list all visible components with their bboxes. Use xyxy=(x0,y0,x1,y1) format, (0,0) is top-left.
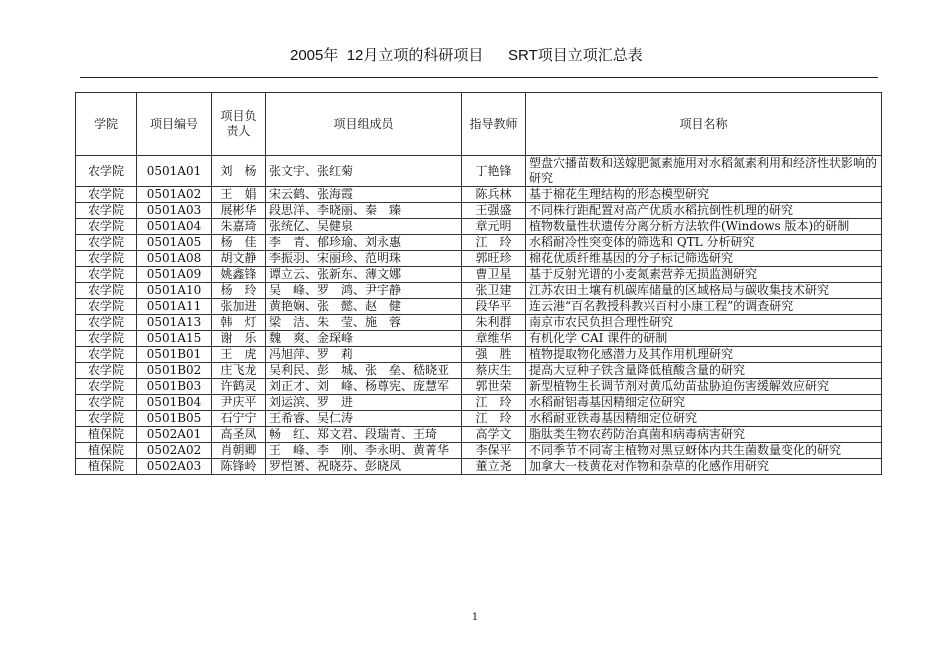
col-header-leader: 项目负责人 xyxy=(212,93,266,156)
cell-dept: 农学院 xyxy=(76,267,137,283)
cell-leader: 杨 佳 xyxy=(212,235,266,251)
table-row xyxy=(76,283,882,299)
cell-leader: 尹庆平 xyxy=(212,395,266,411)
cell-title: 水稻耐冷性突变体的筛选和 QTL 分析研究 xyxy=(526,235,882,251)
cell-members: 刘运滨、罗 进 xyxy=(266,395,462,411)
cell-advisor: 江 玲 xyxy=(462,395,526,411)
table-row xyxy=(76,187,882,203)
col-header-members: 项目组成员 xyxy=(266,93,462,156)
cell-title: 南京市农民负担合理性研究 xyxy=(526,315,882,331)
cell-leader: 谢 乐 xyxy=(212,331,266,347)
cell-leader: 姚鑫锋 xyxy=(212,267,266,283)
cell-advisor: 陈兵林 xyxy=(462,187,526,203)
cell-dept: 农学院 xyxy=(76,331,137,347)
cell-code: 0501A04 xyxy=(137,219,212,235)
cell-leader: 张加进 xyxy=(212,299,266,315)
project-table xyxy=(75,92,882,475)
cell-advisor: 曹卫星 xyxy=(462,267,526,283)
cell-advisor: 丁艳锋 xyxy=(462,156,526,187)
table-row xyxy=(76,299,882,315)
cell-leader: 高圣凤 xyxy=(212,427,266,443)
cell-advisor: 张卫建 xyxy=(462,283,526,299)
cell-advisor: 章元明 xyxy=(462,219,526,235)
cell-dept: 农学院 xyxy=(76,395,137,411)
cell-advisor: 朱利群 xyxy=(462,315,526,331)
cell-advisor: 强 胜 xyxy=(462,347,526,363)
cell-title: 水稻耐铝毒基因精细定位研究 xyxy=(526,395,882,411)
cell-dept: 植保院 xyxy=(76,443,137,459)
cell-leader: 肖朝卿 xyxy=(212,443,266,459)
cell-dept: 植保院 xyxy=(76,427,137,443)
cell-advisor: 郭旺珍 xyxy=(462,251,526,267)
cell-members: 冯旭萍、罗 莉 xyxy=(266,347,462,363)
cell-leader: 陈锋岭 xyxy=(212,459,266,475)
table-row xyxy=(76,443,882,459)
cell-members: 李 青、郁珍瑜、刘永惠 xyxy=(266,235,462,251)
cell-code: 0501B05 xyxy=(137,411,212,427)
cell-advisor: 高学文 xyxy=(462,427,526,443)
cell-members: 张统亿、吴健泉 xyxy=(266,219,462,235)
cell-leader: 王 娟 xyxy=(212,187,266,203)
col-header-advisor: 指导教师 xyxy=(462,93,526,156)
table-header-row xyxy=(76,93,882,156)
cell-leader: 胡文静 xyxy=(212,251,266,267)
cell-dept: 农学院 xyxy=(76,187,137,203)
cell-advisor: 江 玲 xyxy=(462,235,526,251)
cell-members: 刘正才、刘 峰、杨尊宪、庞慧军 xyxy=(266,379,462,395)
table-row xyxy=(76,267,882,283)
cell-leader: 韩 灯 xyxy=(212,315,266,331)
cell-title: 提高大豆种子铁含量降低植酸含量的研究 xyxy=(526,363,882,379)
cell-code: 0502A03 xyxy=(137,459,212,475)
table-row xyxy=(76,203,882,219)
cell-code: 0501A03 xyxy=(137,203,212,219)
page-number: 1 xyxy=(471,612,479,623)
cell-title: 不同株行距配置对高产优质水稻抗倒性机理的研究 xyxy=(526,203,882,219)
cell-dept: 农学院 xyxy=(76,299,137,315)
cell-members: 吴 峰、罗 鸿、尹宇静 xyxy=(266,283,462,299)
cell-code: 0501B03 xyxy=(137,379,212,395)
page-header xyxy=(0,44,950,66)
cell-leader: 许鹤灵 xyxy=(212,379,266,395)
cell-title: 水稻耐亚铁毒基因精细定位研究 xyxy=(526,411,882,427)
cell-advisor: 段华平 xyxy=(462,299,526,315)
cell-title: 植物提取物化感潜力及其作用机理研究 xyxy=(526,347,882,363)
cell-title: 新型植物生长调节剂对黄瓜幼苗盐胁迫伤害缓解效应研究 xyxy=(526,379,882,395)
cell-leader: 展彬华 xyxy=(212,203,266,219)
table-row xyxy=(76,251,882,267)
cell-leader: 王 虎 xyxy=(212,347,266,363)
table-body xyxy=(76,156,882,475)
col-header-dept: 学院 xyxy=(76,93,137,156)
header-title-right: SRT项目立项汇总表 xyxy=(508,47,643,64)
cell-members: 吴利民、彭 城、张 垒、嵇晓亚 xyxy=(266,363,462,379)
cell-members: 畅 红、郑文君、段瑞青、王琦 xyxy=(266,427,462,443)
cell-title: 基于反射光谱的小麦氮素营养无损监测研究 xyxy=(526,267,882,283)
cell-advisor: 李保平 xyxy=(462,443,526,459)
table-row xyxy=(76,427,882,443)
cell-code: 0501A15 xyxy=(137,331,212,347)
cell-leader: 石宁宁 xyxy=(212,411,266,427)
cell-title: 塑盘穴播苗数和送嫁肥氮素施用对水稻氮素利用和经济性状影响的研究 xyxy=(526,156,882,187)
header-title-left: 2005年 12月立项的科研项目 xyxy=(290,47,484,64)
cell-code: 0501A08 xyxy=(137,251,212,267)
cell-title: 有机化学 CAI 课件的研制 xyxy=(526,331,882,347)
cell-dept: 植保院 xyxy=(76,459,137,475)
cell-advisor: 王强盛 xyxy=(462,203,526,219)
cell-title: 江苏农田土壤有机碳库储量的区域格局与碳收集技术研究 xyxy=(526,283,882,299)
cell-dept: 农学院 xyxy=(76,411,137,427)
table-row xyxy=(76,156,882,187)
cell-members: 魏 爽、金琛峰 xyxy=(266,331,462,347)
cell-leader: 庄飞龙 xyxy=(212,363,266,379)
cell-code: 0501A09 xyxy=(137,267,212,283)
col-header-code: 项目编号 xyxy=(137,93,212,156)
cell-members: 李振羽、宋丽珍、范明珠 xyxy=(266,251,462,267)
cell-code: 0501A01 xyxy=(137,156,212,187)
cell-code: 0501B01 xyxy=(137,347,212,363)
cell-dept: 农学院 xyxy=(76,315,137,331)
cell-dept: 农学院 xyxy=(76,379,137,395)
cell-members: 王 峰、李 刚、李永明、黄菁华 xyxy=(266,443,462,459)
table-row xyxy=(76,379,882,395)
cell-code: 0502A02 xyxy=(137,443,212,459)
cell-code: 0501A05 xyxy=(137,235,212,251)
cell-leader: 朱嘉琦 xyxy=(212,219,266,235)
cell-leader: 杨 玲 xyxy=(212,283,266,299)
cell-code: 0501A02 xyxy=(137,187,212,203)
cell-advisor: 江 玲 xyxy=(462,411,526,427)
cell-leader: 刘 杨 xyxy=(212,156,266,187)
table-row xyxy=(76,235,882,251)
table-row xyxy=(76,219,882,235)
cell-title: 连云港“百名教授科教兴百村小康工程”的调查研究 xyxy=(526,299,882,315)
cell-members: 罗恺赟、祝晓芬、彭晓凤 xyxy=(266,459,462,475)
cell-dept: 农学院 xyxy=(76,283,137,299)
cell-dept: 农学院 xyxy=(76,251,137,267)
cell-members: 梁 洁、朱 莹、施 蓉 xyxy=(266,315,462,331)
cell-members: 谭立云、张新东、薄文娜 xyxy=(266,267,462,283)
table-row xyxy=(76,395,882,411)
cell-advisor: 蔡庆生 xyxy=(462,363,526,379)
cell-members: 段思洋、李晓丽、秦 臻 xyxy=(266,203,462,219)
cell-members: 宋云鹤、张海霞 xyxy=(266,187,462,203)
table-row xyxy=(76,363,882,379)
table-row xyxy=(76,411,882,427)
cell-members: 王希睿、吴仁涛 xyxy=(266,411,462,427)
cell-dept: 农学院 xyxy=(76,219,137,235)
cell-code: 0502A01 xyxy=(137,427,212,443)
cell-title: 基于棉花生理结构的形态模型研究 xyxy=(526,187,882,203)
cell-code: 0501B02 xyxy=(137,363,212,379)
cell-title: 脂肽类生物农药防治真菌和病毒病害研究 xyxy=(526,427,882,443)
cell-code: 0501A10 xyxy=(137,283,212,299)
cell-code: 0501A13 xyxy=(137,315,212,331)
cell-advisor: 郭世荣 xyxy=(462,379,526,395)
cell-advisor: 董立尧 xyxy=(462,459,526,475)
cell-title: 加拿大一枝黄花对作物和杂草的化感作用研究 xyxy=(526,459,882,475)
cell-advisor: 章维华 xyxy=(462,331,526,347)
table-row xyxy=(76,459,882,475)
cell-dept: 农学院 xyxy=(76,363,137,379)
table-row xyxy=(76,347,882,363)
cell-code: 0501A11 xyxy=(137,299,212,315)
table-row xyxy=(76,331,882,347)
table-row xyxy=(76,315,882,331)
cell-title: 不同季节不同寄主植物对黑豆蚜体内共生菌数量变化的研究 xyxy=(526,443,882,459)
cell-dept: 农学院 xyxy=(76,235,137,251)
cell-dept: 农学院 xyxy=(76,347,137,363)
header-rule xyxy=(80,77,878,78)
col-header-title: 项目名称 xyxy=(526,93,882,156)
cell-members: 黄艳娴、张 懿、赵 健 xyxy=(266,299,462,315)
cell-code: 0501B04 xyxy=(137,395,212,411)
cell-title: 棉花优质纤维基因的分子标记筛选研究 xyxy=(526,251,882,267)
cell-members: 张文宇、张红菊 xyxy=(266,156,462,187)
cell-title: 植物数量性状遗传分离分析方法软件(Windows 版本)的研制 xyxy=(526,219,882,235)
cell-dept: 农学院 xyxy=(76,203,137,219)
cell-dept: 农学院 xyxy=(76,156,137,187)
